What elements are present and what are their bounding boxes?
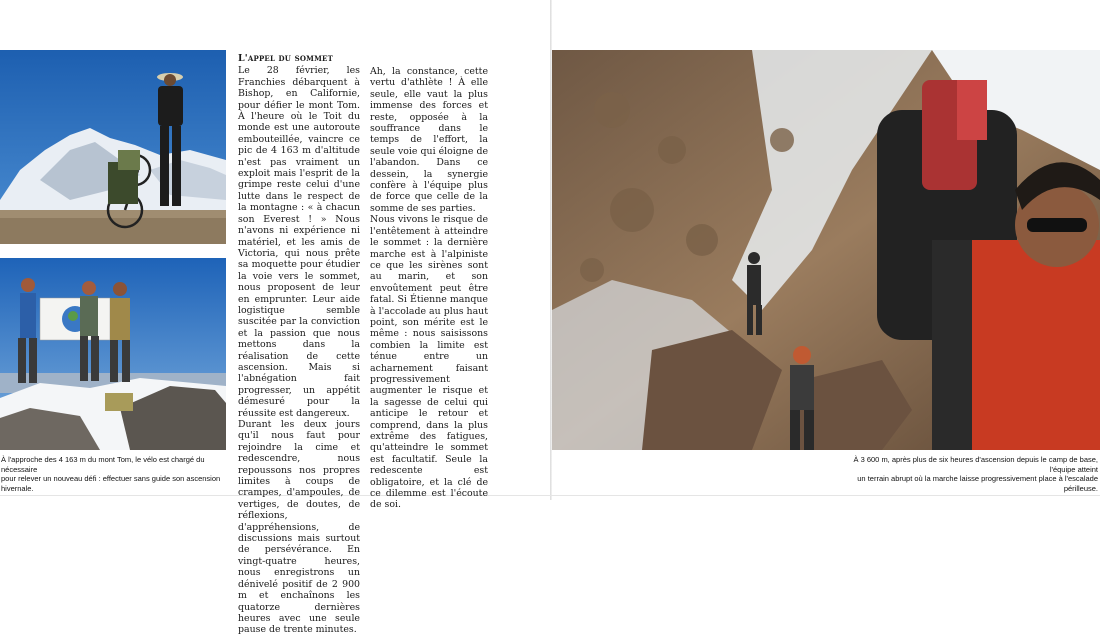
caption-line: un terrain abrupt où la marche laisse progressivement place à l'escalade périlleuse. <box>857 474 1098 493</box>
article-column-2 <box>370 66 488 511</box>
article-paragraph: Durant les deux jours qu'il nous faut pour rejoindre la cime et redescendre, nous repoussons nos propres limites à coups de crampes, d'ampoules, de vertiges, de doutes, de réflexions, d'appréhensions, de discussions mais surtout de persévérance. En vingt-quatre heures, nous enregistrons un dénivelé positif de 2 900 m et enchaînons les quatorze dernières heures avec une seule pause de trente minutes. <box>238 419 360 636</box>
caption-left-photos <box>1 455 231 493</box>
photo-climbers-ascent <box>552 50 1100 450</box>
photo-summit-team <box>0 258 226 450</box>
caption-line: À 3 600 m, après plus de six heures d'ascension depuis le camp de base, l'équipe atteint <box>853 455 1098 474</box>
page-bottom-rule <box>0 495 1100 496</box>
article-title: L'appel du sommet <box>238 53 333 64</box>
caption-line: À l'approche des 4 163 m du mont Tom, le vélo est chargé du nécessaire <box>1 455 205 474</box>
article-paragraph: Ah, la constance, cette vertu d'athlète ! À elle seule, elle vaut la plus immense des forces et reste, opposée à la souffrance dans le temps de l'effort, la seule voie qui éloigne de l'abandon. Dans ce dessein, la synergie confère à l'équipe plus de force que celle de la somme de ses parties. <box>370 66 488 214</box>
photo-cyclist-mountain <box>0 50 226 244</box>
article-paragraph: Le 28 février, les Franchies débarquent à Bishop, en Californie, pour défier le mont Tom. À l'heure où le Toit du monde est une autoroute embouteillée, vaincre ce pic de 4 163 m d'altitude n'est pas vraiment un exploit mais l'esprit de la grimpe reste celui d'une lutte dans le respect de la montagne : « à chacun son Everest ! » Nous n'avons ni expérience ni matériel, et les amis de Victoria, qui nous prête sa moquette pour étudier la voie vers le sommet, nous proposent de leur en emprunter. Leur aide logistique semble suscitée par la conviction et la passion que nous mettons dans la réalisation de cette ascension. Mais si l'abnégation fait progresser, un appétit démesuré pour la réussite est dangereux. <box>238 65 360 419</box>
caption-right-photo <box>830 455 1098 493</box>
article-column-1 <box>238 53 360 636</box>
caption-line: pour relever un nouveau défi : effectuer sans guide son ascension hivernale. <box>1 474 221 493</box>
article-paragraph: Nous vivons le risque de l'entêtement à atteindre le sommet : la dernière marche est à l'alpiniste ce que les sirènes sont au marin, et son envoûtement peut être fatal. Si Étienne manque à l'accolade au plus haut point, son mérite est le même : nous saisissons combien la limite est ténue entre un acharnement faisant progressivement augmenter le risque et la sagesse de celui qui anticipe le retour et comprend, dans la plus extrême des fatigues, qu'atteindre le sommet est facultatif. Seule la redescente est obligatoire, et la clé de ce dilemme est l'écoute de soi. <box>370 214 488 511</box>
